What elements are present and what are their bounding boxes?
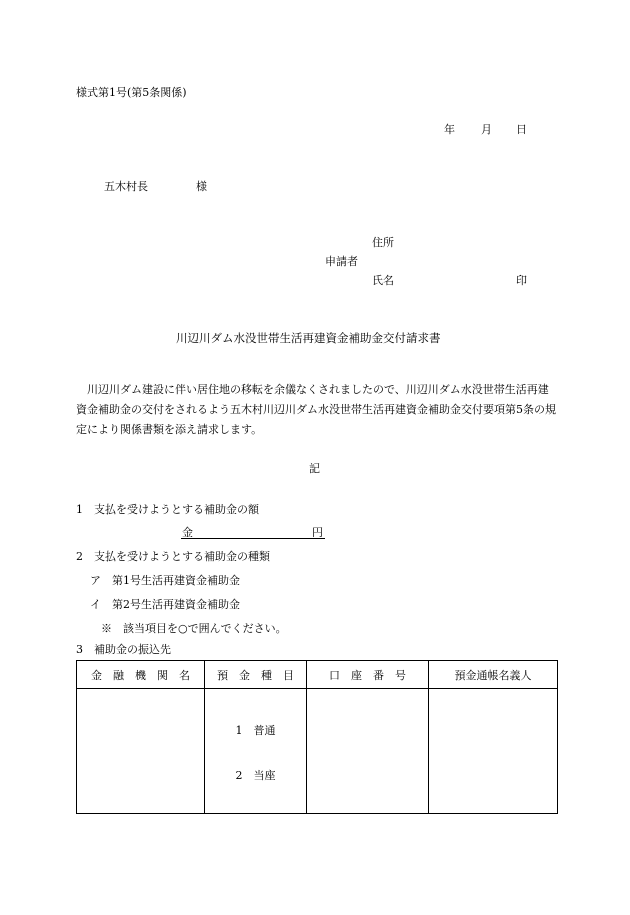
item3-label: 3 補助金の振込先 [76, 643, 171, 656]
deposit-type-current: 2 当座 [235, 769, 276, 782]
applicant-name-label: 氏名 [372, 274, 394, 287]
deposit-type-cell [205, 689, 307, 814]
header-bank-name: 金 融 機 関 名 [77, 661, 205, 689]
bank-name-cell[interactable] [77, 689, 205, 814]
subsidy-type-option-a: ア 第1号生活再建資金補助金 [90, 574, 240, 587]
header-account-holder: 預金通帳名義人 [429, 661, 558, 689]
addressee-name: 五木村長 [104, 180, 148, 193]
form-number: 様式第1号(第5条関係) [76, 86, 187, 99]
date-day-label: 日 [516, 123, 527, 136]
addressee-honorific: 様 [196, 180, 207, 193]
table-row [77, 689, 558, 814]
account-holder-cell[interactable] [429, 689, 558, 814]
deposit-type-ordinary: 1 普通 [235, 724, 276, 737]
circle-instruction-note: ※ 該当項目を○で囲んでください。 [101, 622, 287, 635]
date-month-label: 月 [481, 123, 492, 136]
subsidy-type-option-b: イ 第2号生活再建資金補助金 [90, 598, 240, 611]
bank-transfer-table [76, 660, 558, 814]
amount-prefix: 金 [182, 526, 193, 539]
ki-heading: 記 [309, 462, 320, 475]
request-body-text: 川辺川ダム建設に伴い居住地の移転を余儀なくされましたので、川辺川ダム水没世帯生活再建資金補助金の交付をされるよう五木村川辺川ダム水没世帯生活再建資金補助金交付要項第5条の規定により関係書類を添え請求します。 [76, 383, 556, 436]
header-deposit-type: 預 金 種 目 [205, 661, 307, 689]
header-account-number: 口 座 番 号 [307, 661, 429, 689]
date-year-label: 年 [444, 123, 455, 136]
item1-label: 1 支払を受けようとする補助金の額 [76, 503, 259, 516]
applicant-role-label: 申請者 [325, 255, 358, 268]
seal-mark: 印 [516, 274, 527, 287]
item2-label: 2 支払を受けようとする補助金の種類 [76, 550, 270, 563]
amount-underline [181, 537, 325, 539]
amount-suffix: 円 [312, 526, 323, 539]
account-number-cell[interactable] [307, 689, 429, 814]
document-title: 川辺川ダム水没世帯生活再建資金補助金交付請求書 [176, 331, 441, 345]
applicant-address-label: 住所 [372, 236, 394, 249]
table-header-row [77, 661, 558, 689]
